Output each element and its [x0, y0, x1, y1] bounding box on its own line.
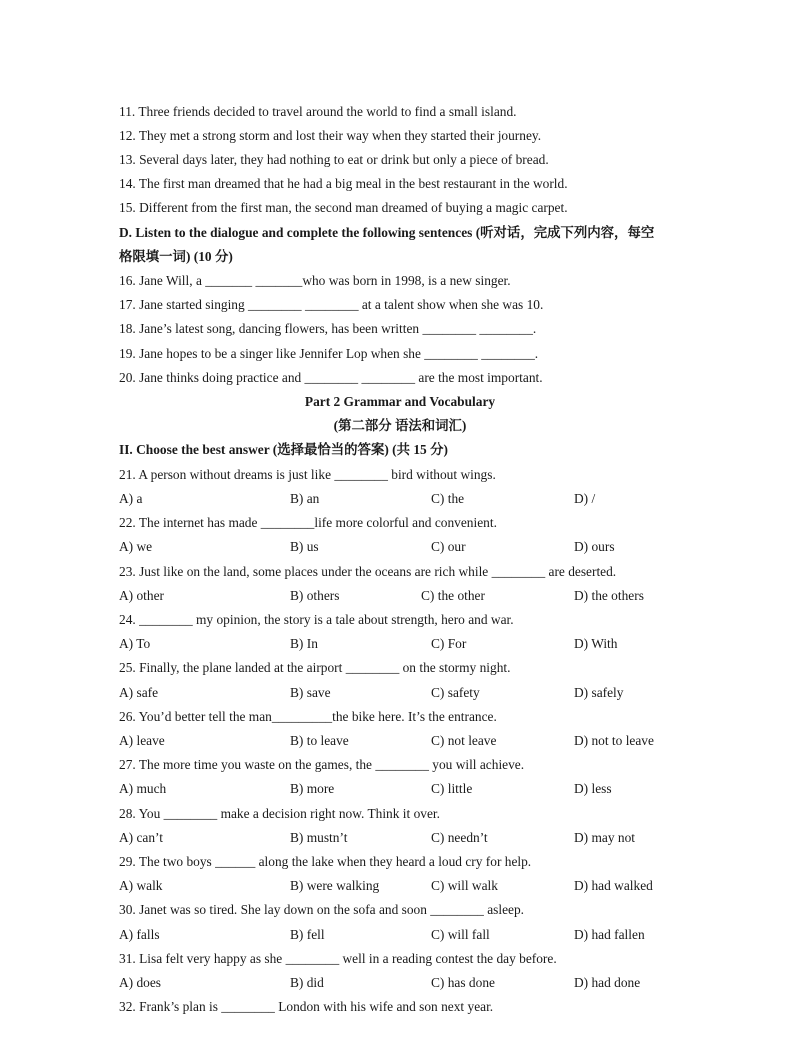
option-c: C) the other: [421, 588, 485, 603]
options-29: [119, 878, 719, 894]
option-d: D) not to leave: [574, 733, 654, 748]
question-32: 32. Frank’s plan is ________ London with his wife and son next year.: [119, 999, 494, 1014]
options-26: [119, 733, 719, 749]
part-subtitle: (第二部分 语法和词汇): [333, 418, 467, 433]
option-c: C) needn’t: [431, 830, 488, 845]
question-27: 27. The more time you waste on the games, the ________ you will achieve.: [119, 757, 525, 772]
option-a: A) safe: [119, 685, 159, 700]
option-d: D) had fallen: [574, 927, 645, 942]
question-28: 28. You ________ make a decision right now. Think it over.: [119, 806, 440, 821]
options-21: [119, 491, 719, 507]
fill-in-16: 16. Jane Will, a _______ _______who was born in 1998, is a new singer.: [119, 273, 511, 288]
options-28: [119, 830, 719, 846]
option-a: A) much: [119, 781, 167, 796]
option-d: D) may not: [574, 830, 635, 845]
option-d: D) the others: [574, 588, 644, 603]
question-22: 22. The internet has made ________life more colorful and convenient.: [119, 515, 497, 530]
option-c: C) not leave: [431, 733, 497, 748]
option-a: A) falls: [119, 927, 160, 942]
options-24: [119, 636, 719, 652]
statement-14: 14. The first man dreamed that he had a big meal in the best restaurant in the world.: [119, 176, 568, 191]
options-25: [119, 685, 719, 701]
option-c: C) will walk: [431, 878, 498, 893]
option-a: A) leave: [119, 733, 165, 748]
option-c: C) has done: [431, 975, 495, 990]
section-ii-heading: II. Choose the best answer (选择最恰当的答案) (共 15 分): [119, 442, 448, 457]
option-a: A) does: [119, 975, 162, 990]
option-a: A) walk: [119, 878, 163, 893]
statement-15: 15. Different from the first man, the second man dreamed of buying a magic carpet.: [119, 200, 568, 215]
option-b: B) fell: [290, 927, 325, 942]
options-23: [119, 588, 719, 604]
options-30: [119, 927, 719, 943]
fill-in-18: 18. Jane’s latest song, dancing flowers, has been written ________ ________.: [119, 321, 537, 336]
option-d: D) had walked: [574, 878, 653, 893]
options-27: [119, 781, 719, 797]
option-c: C) safety: [431, 685, 480, 700]
option-a: A) other: [119, 588, 164, 603]
option-b: B) us: [290, 539, 319, 554]
question-30: 30. Janet was so tired. She lay down on the sofa and soon ________ asleep.: [119, 902, 524, 917]
statement-13: 13. Several days later, they had nothing to eat or drink but only a piece of bread.: [119, 152, 549, 167]
option-c: C) little: [431, 781, 473, 796]
option-b: B) more: [290, 781, 335, 796]
fill-in-17: 17. Jane started singing ________ ________ at a talent show when she was 10.: [119, 297, 544, 312]
options-31: [119, 975, 719, 991]
section-d-heading-cont: 格限填一词) (10 分): [119, 249, 233, 264]
option-a: A) can’t: [119, 830, 163, 845]
option-c: C) the: [431, 491, 465, 506]
question-23: 23. Just like on the land, some places under the oceans are rich while ________ are deserted.: [119, 564, 617, 579]
question-24: 24. ________ my opinion, the story is a tale about strength, hero and war.: [119, 612, 514, 627]
options-22: [119, 539, 719, 555]
fill-in-20: 20. Jane thinks doing practice and ________ ________ are the most important.: [119, 370, 543, 385]
section-d-heading: D. Listen to the dialogue and complete the following sentences (听对话，完成下列内容，每空: [119, 225, 655, 240]
question-31: 31. Lisa felt very happy as she ________ well in a reading contest the day before.: [119, 951, 557, 966]
question-29: 29. The two boys ______ along the lake when they heard a loud cry for help.: [119, 854, 532, 869]
option-c: C) will fall: [431, 927, 490, 942]
option-d: D) ours: [574, 539, 615, 554]
question-25: 25. Finally, the plane landed at the airport ________ on the stormy night.: [119, 660, 511, 675]
option-d: D) had done: [574, 975, 641, 990]
option-c: C) our: [431, 539, 466, 554]
option-b: B) In: [290, 636, 318, 651]
option-a: A) we: [119, 539, 153, 554]
option-b: B) others: [290, 588, 340, 603]
option-c: C) For: [431, 636, 467, 651]
option-a: A) a: [119, 491, 143, 506]
question-21: 21. A person without dreams is just like ________ bird without wings.: [119, 467, 496, 482]
statement-12: 12. They met a strong storm and lost their way when they started their journey.: [119, 128, 542, 143]
option-b: B) did: [290, 975, 324, 990]
option-d: D) safely: [574, 685, 624, 700]
part-title: Part 2 Grammar and Vocabulary: [304, 394, 496, 409]
option-b: B) an: [290, 491, 320, 506]
option-b: B) mustn’t: [290, 830, 348, 845]
option-b: B) save: [290, 685, 331, 700]
option-d: D) With: [574, 636, 618, 651]
fill-in-19: 19. Jane hopes to be a singer like Jennifer Lop when she ________ ________.: [119, 346, 539, 361]
statement-11: 11. Three friends decided to travel around the world to find a small island.: [119, 104, 517, 119]
option-d: D) /: [574, 491, 596, 506]
option-a: A) To: [119, 636, 151, 651]
option-b: B) were walking: [290, 878, 380, 893]
question-26: 26. You’d better tell the man_________the bike here. It’s the entrance.: [119, 709, 497, 724]
option-d: D) less: [574, 781, 612, 796]
option-b: B) to leave: [290, 733, 349, 748]
